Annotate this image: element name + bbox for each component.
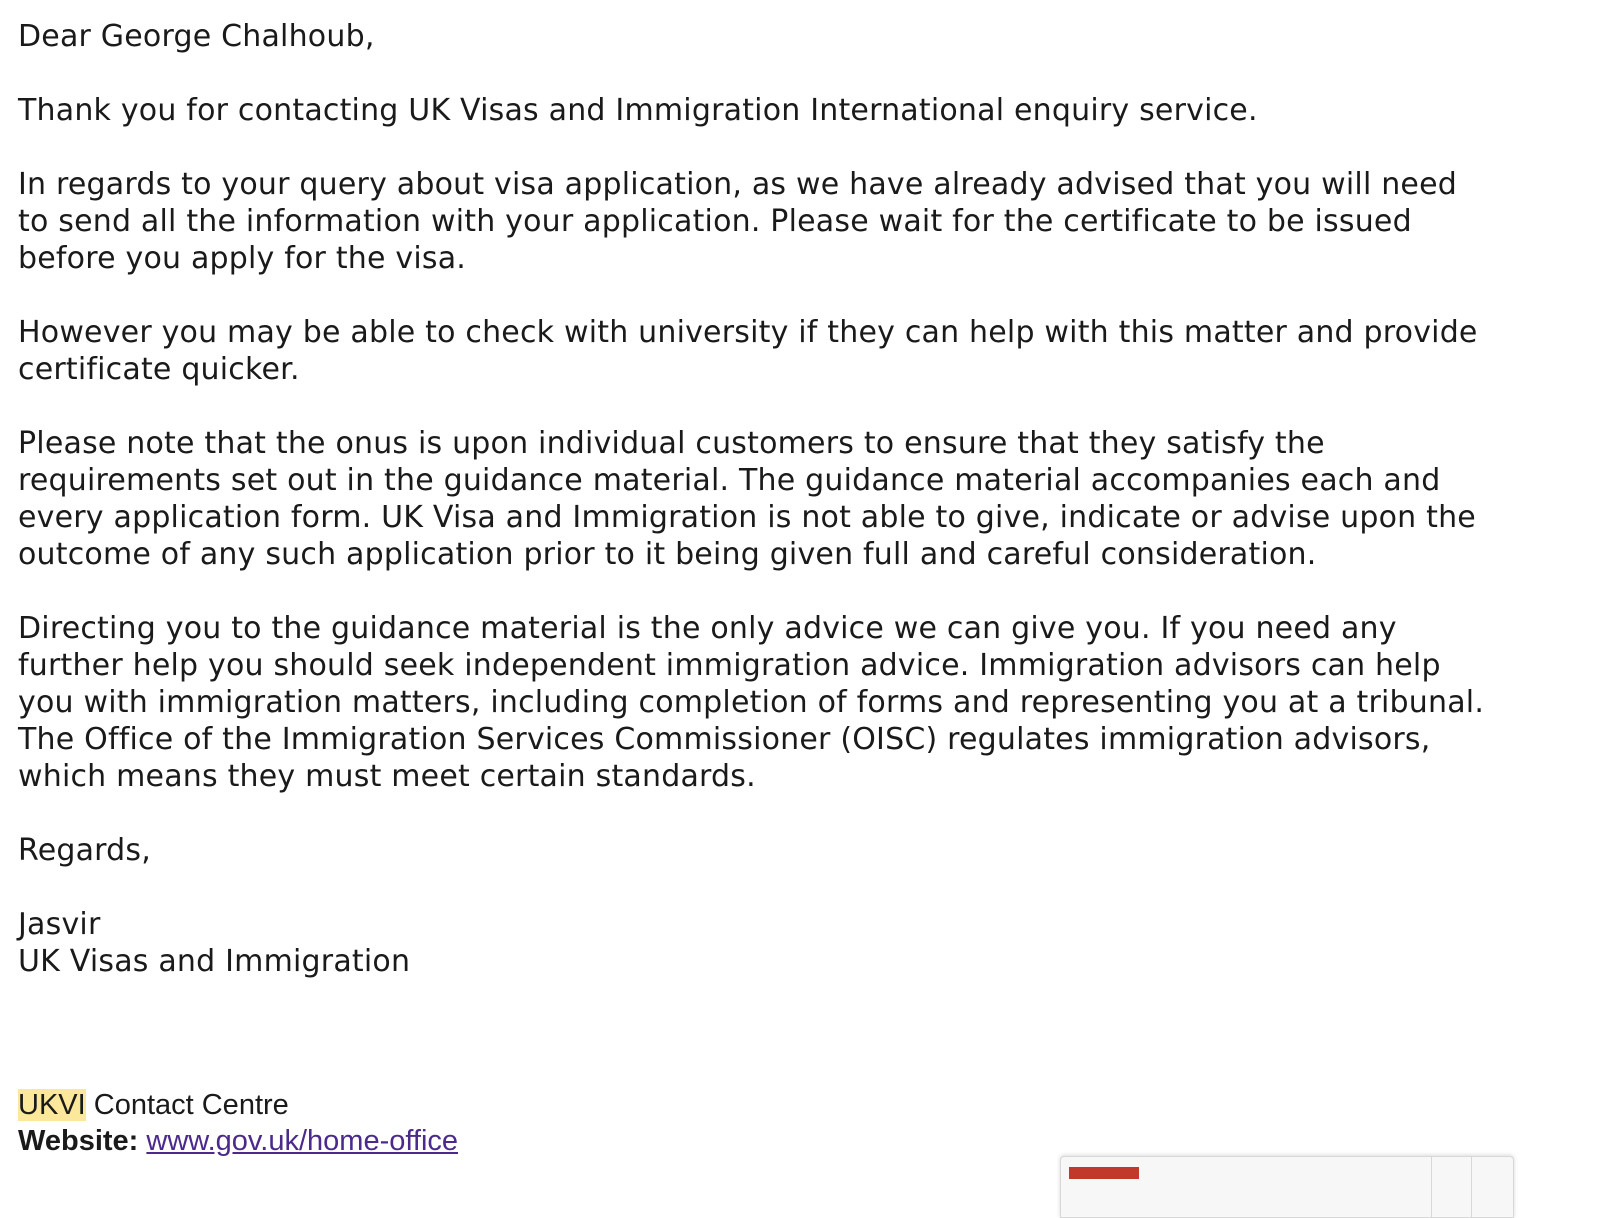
panel-control[interactable] [1431,1157,1472,1217]
email-body [18,18,1588,1017]
text-line: certificate quicker. [18,352,300,387]
text-line: outcome of any such application prior to it being given full and careful consideration. [18,537,1317,572]
text-line: which means they must meet certain standards. [18,759,756,794]
intro-paragraph: Thank you for contacting UK Visas and Immigration International enquiry service. [18,93,1258,128]
text-line: Directing you to the guidance material is the only advice we can give you. If you need any [18,611,1397,646]
compose-panel[interactable] [1060,1156,1514,1218]
text-line: you with immigration matters, including completion of forms and representing you at a tribunal. [18,685,1485,720]
org-name: Contact Centre [85,1089,289,1121]
signature [18,906,1588,980]
paragraph-university [18,314,1588,388]
text-line: before you apply for the visa. [18,241,467,276]
greeting: Dear George Chalhoub, [18,19,375,54]
panel-accent [1069,1167,1139,1179]
text-line: to send all the information with your application. Please wait for the certificate to be issued [18,204,1412,239]
footer-website-line [18,1123,458,1159]
signature-name: Jasvir [18,907,101,942]
text-line: requirements set out in the guidance material. The guidance material accompanies each and [18,463,1441,498]
text-line: every application form. UK Visa and Immigration is not able to give, indicate or advise upon the [18,500,1476,535]
text-line: Please note that the onus is upon individual customers to ensure that they satisfy the [18,426,1325,461]
text-line: However you may be able to check with university if they can help with this matter and provide [18,315,1478,350]
paragraph-guidance [18,610,1588,795]
paragraph-visa-query [18,166,1588,277]
website-label: Website: [18,1125,139,1157]
text-line: The Office of the Immigration Services Commissioner (OISC) regulates immigration advisors, [18,722,1431,757]
website-link[interactable]: www.gov.uk/home-office [146,1125,459,1157]
text-line: In regards to your query about visa application, as we have already advised that you will need [18,167,1457,202]
text-line: further help you should seek independent immigration advice. Immigration advisors can help [18,648,1441,683]
email-footer [18,1087,458,1159]
closing: Regards, [18,833,151,868]
org-highlight: UKVI [18,1089,86,1121]
footer-org-line [18,1087,458,1123]
paragraph-onus [18,425,1588,573]
panel-control[interactable] [1471,1157,1512,1217]
signature-org: UK Visas and Immigration [18,944,411,979]
